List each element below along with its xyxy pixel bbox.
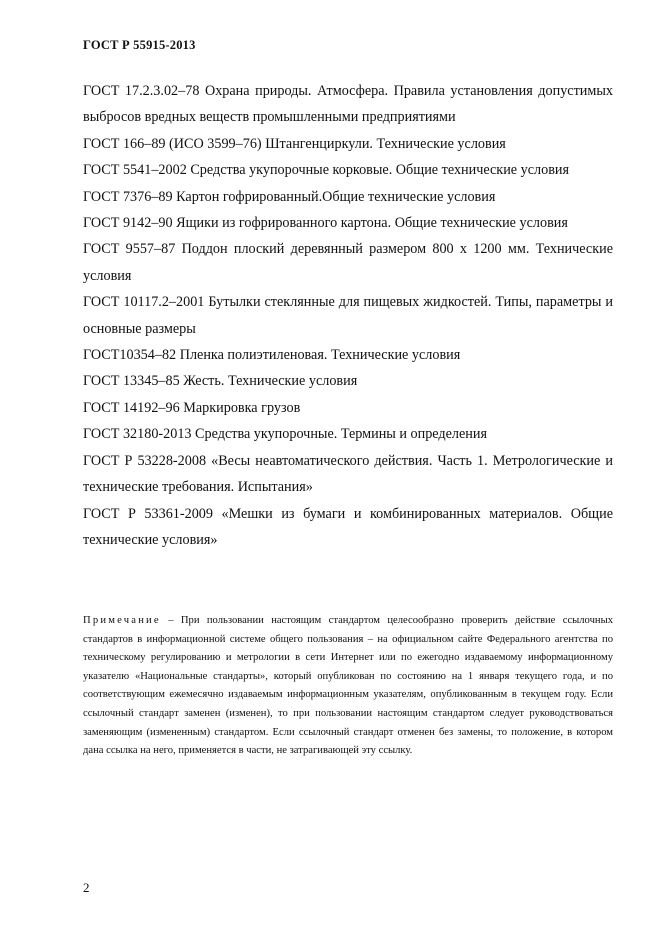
reference-item: ГОСТ 9142–90 Ящики из гофрированного картона. Общие технические условия [83, 215, 568, 232]
note-text: – При пользовании настоящим стандартом целесообразно проверить действие ссылочных стандартов в информационной системе общего пользования – на официальном сайте Федерального агентства по техническому регулированию и метрологии в сети Интернет или по ежегодно издаваемому информационному указателю «Национальные стандарты», который опубликован по состоянию на 1 января текущего года, и по соответствующим ежемесячно издаваемым информационным указателям, опубликованным в текущем году. Если ссылочный стандарт заменен (изменен), то при пользовании настоящим стандартом следует руководствоваться заменяющим (измененным) стандартом. Если ссылочный стандарт отменен без замены, то положение, в котором дана ссылка на него, применяется в части, не затрагивающей эту ссылку. [83, 615, 613, 757]
reference-item: ГОСТ 17.2.3.02–78 Охрана природы. Атмосфера. Правила установления допустимых выбросов вредных веществ промышленными предприятиями [83, 83, 613, 126]
page-number: 2 [83, 880, 90, 895]
normative-references-list [83, 78, 613, 553]
reference-item: ГОСТ 32180-2013 Средства укупорочные. Термины и определения [83, 426, 488, 443]
reference-item: ГОСТ 7376–89 Картон гофрированный.Общие технические условия [83, 188, 496, 205]
reference-item: ГОСТ 166–89 (ИСО 3599–76) Штангенциркули. Технические условия [83, 135, 506, 152]
page-header-standard-code: ГОСТ Р 55915-2013 [83, 38, 196, 52]
note-paragraph [83, 612, 613, 761]
reference-item: ГОСТ Р 53228-2008 «Весы неавтоматического действия. Часть 1. Метрологические и технические требования. Испытания» [83, 452, 613, 496]
reference-item: ГОСТ 14192–96 Маркировка грузов [83, 399, 301, 416]
reference-item: ГОСТ 10117.2–2001 Бутылки стеклянные для пищевых жидкостей. Типы, параметры и основные размеры [83, 294, 613, 337]
note-label: Примечание [83, 615, 161, 626]
reference-item: ГОСТ 5541–2002 Средства укупорочные корковые. Общие технические условия [83, 162, 570, 179]
reference-item: ГОСТ 9557–87 Поддон плоский деревянный размером 800 х 1200 мм. Технические условия [83, 241, 613, 284]
reference-item: ГОСТ10354–82 Пленка полиэтиленовая. Технические условия [83, 347, 461, 364]
reference-item: ГОСТ Р 53361-2009 «Мешки из бумаги и комбинированных материалов. Общие технические условия» [83, 505, 613, 548]
reference-item: ГОСТ 13345–85 Жесть. Технические условия [83, 373, 358, 390]
